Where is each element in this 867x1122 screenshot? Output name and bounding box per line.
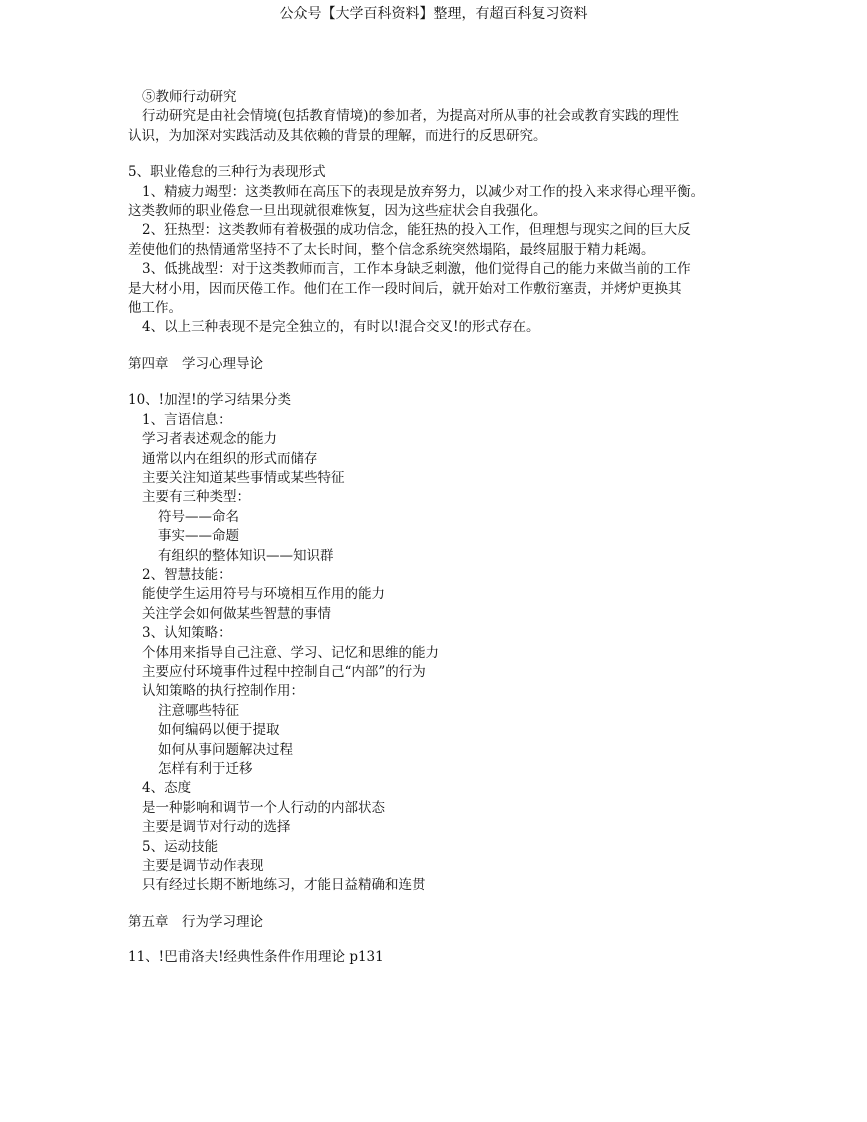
text-line: 行动研究是由社会情境(包括教育情境)的参加者，为提高对所从事的社会或教育实践的理性 bbox=[142, 108, 680, 125]
text-line: 通常以内在组织的形式而储存 bbox=[142, 450, 318, 467]
text-line: 主要是调节动作表现 bbox=[142, 858, 264, 875]
text-line: 是一种影响和调节一个人行动的内部状态 bbox=[142, 799, 385, 816]
text-line: 如何从事问题解决过程 bbox=[158, 741, 293, 758]
text-line: 能使学生运用符号与环境相互作用的能力 bbox=[142, 586, 385, 603]
text-line: 学习者表述观念的能力 bbox=[142, 431, 277, 448]
text-line: 4、以上三种表现不是完全独立的，有时以!混合交叉!的形式存在。 bbox=[142, 319, 540, 336]
text-line: 怎样有利于迁移 bbox=[158, 761, 253, 777]
text-line: 3、低挑战型：对于这类教师而言，工作本身缺乏刺激，他们觉得自己的能力来做当前的工作 bbox=[142, 261, 691, 278]
document-body bbox=[128, 88, 750, 968]
text-line: 5、运动技能 bbox=[142, 838, 219, 855]
section-heading: 10、!加涅!的学习结果分类 bbox=[128, 392, 292, 409]
text-line: 这类教师的职业倦怠一旦出现就很难恢复，因为这些症状会自我强化。 bbox=[128, 203, 547, 220]
text-line: 符号——命名 bbox=[158, 508, 239, 525]
chapter-heading: 第四章 学习心理导论 bbox=[128, 355, 263, 372]
text-line: 主要应付环境事件过程中控制自己“内部”的行为 bbox=[142, 663, 426, 680]
text-line: 4、态度 bbox=[142, 780, 192, 797]
text-line: 认知策略的执行控制作用： bbox=[142, 683, 304, 700]
text-line: 有组织的整体知识——知识群 bbox=[158, 547, 334, 564]
text-line: 如何编码以便于提取 bbox=[158, 722, 280, 739]
text-line: 认识，为加深对实践活动及其依赖的背景的理解，而进行的反思研究。 bbox=[128, 127, 547, 144]
text-line: 主要是调节对行动的选择 bbox=[142, 819, 291, 836]
text-line: 主要有三种类型： bbox=[142, 489, 250, 506]
text-line: 注意哪些特征 bbox=[158, 702, 239, 719]
section-heading: 5、职业倦怠的三种行为表现形式 bbox=[128, 164, 326, 181]
text-line: 事实——命题 bbox=[158, 528, 239, 545]
text-line: 他工作。 bbox=[128, 300, 182, 317]
text-line: 2、狂热型：这类教师有着极强的成功信念，能狂热的投入工作，但理想与现实之间的巨大反 bbox=[142, 222, 691, 239]
section-heading: 11、!巴甫洛夫!经典性条件作用理论 p131 bbox=[128, 949, 384, 966]
text-line: 差使他们的热情通常坚持不了太长时间，整个信念系统突然塌陷，最终屈服于精力耗竭。 bbox=[128, 241, 655, 258]
text-line: 3、认知策略： bbox=[142, 625, 232, 642]
text-line: 1、精疲力竭型：这类教师在高压下的表现是放弃努力，以减少对工作的投入来求得心理平衡。 bbox=[142, 183, 705, 200]
text-line: 1、言语信息： bbox=[142, 411, 232, 428]
text-line: 只有经过长期不断地练习，才能日益精确和连贯 bbox=[142, 877, 426, 894]
text-line: 2、智慧技能： bbox=[142, 566, 232, 583]
chapter-heading: 第五章 行为学习理论 bbox=[128, 913, 263, 930]
text-line: ⑤教师行动研究 bbox=[142, 89, 237, 105]
text-line: 个体用来指导自己注意、学习、记忆和思维的能力 bbox=[142, 644, 439, 661]
page-header: 公众号【大学百科资料】整理，有超百科复习资料 bbox=[279, 6, 588, 22]
text-line: 关注学会如何做某些智慧的事情 bbox=[142, 605, 331, 622]
text-line: 是大材小用，因而厌倦工作。他们在工作一段时间后，就开始对工作敷衍塞责，并烤炉更换其 bbox=[128, 280, 682, 297]
text-line: 主要关注知道某些事情或某些特征 bbox=[142, 469, 345, 486]
